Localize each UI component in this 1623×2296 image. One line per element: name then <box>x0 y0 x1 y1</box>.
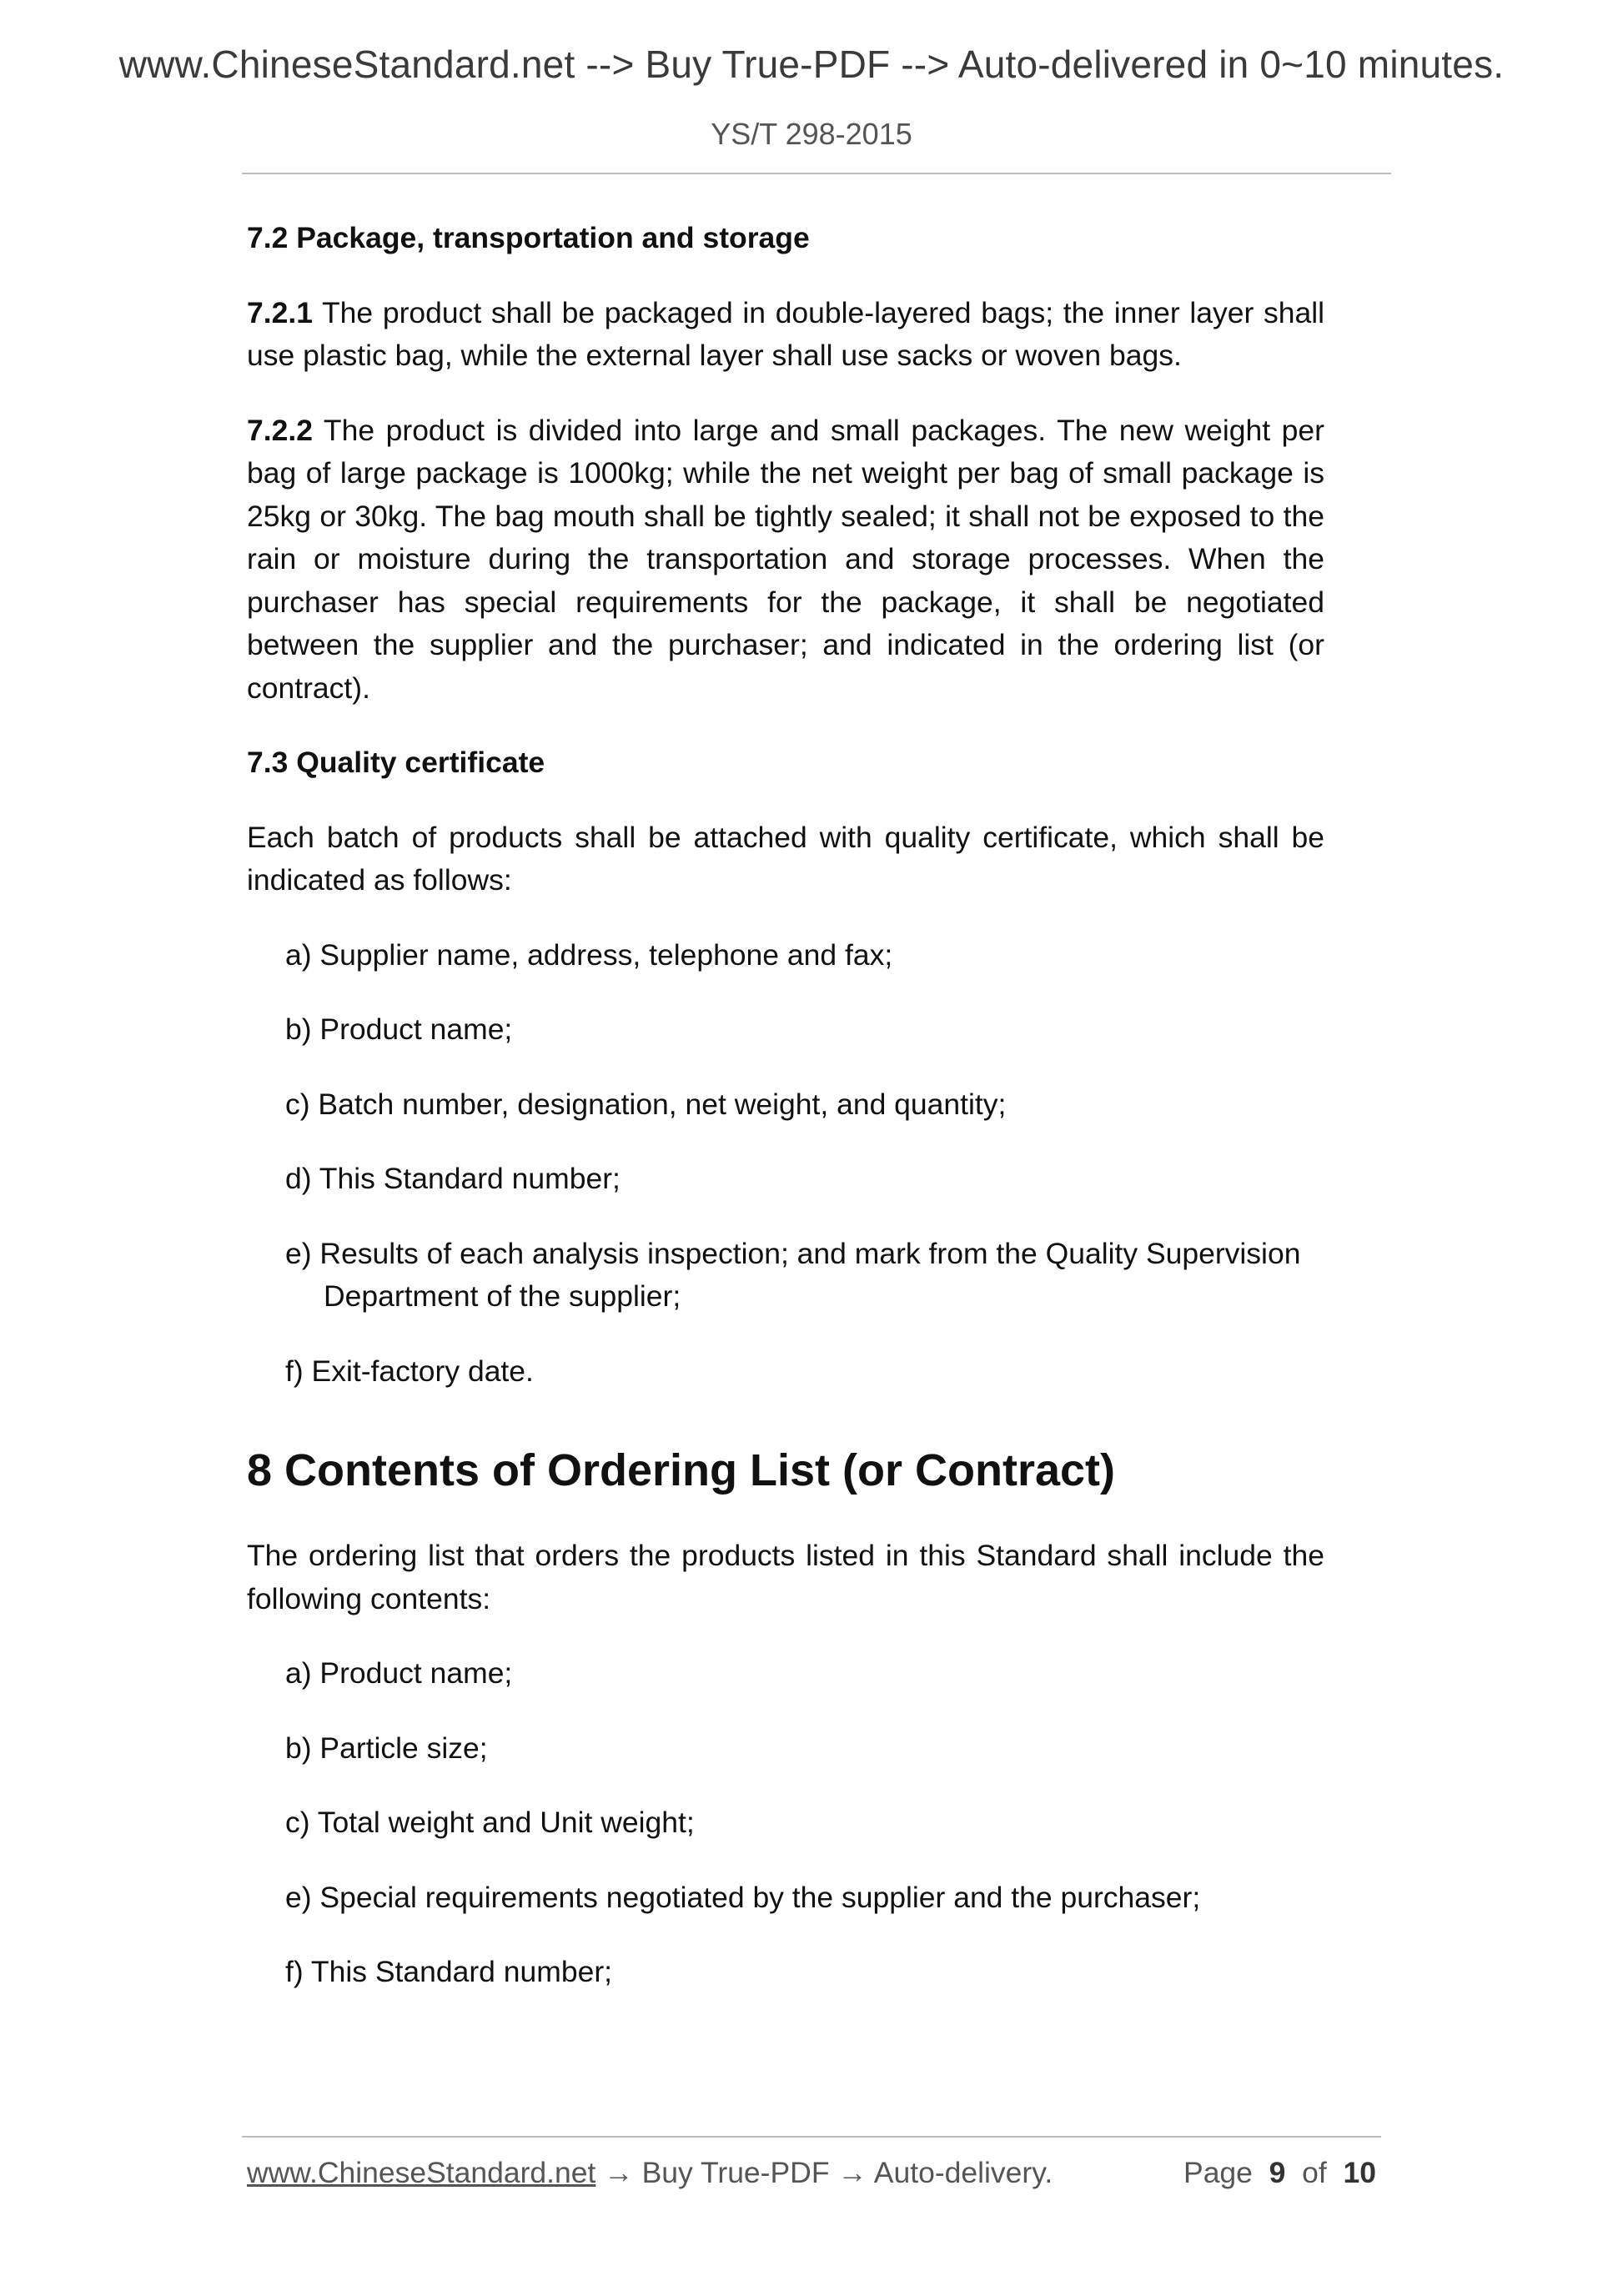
arrow-right-icon: → <box>837 2156 867 2189</box>
heading-7-2: 7.2 Package, transportation and storage <box>247 221 810 254</box>
footer-site-link[interactable]: www.ChineseStandard.net <box>247 2156 596 2189</box>
footer-promo <box>247 2156 1053 2190</box>
clause-number: 7.2.1 <box>247 295 313 329</box>
list-item: b) Product name; <box>285 1012 513 1046</box>
paragraph-7-2-2 <box>247 409 1324 711</box>
page-current: 9 <box>1269 2156 1286 2189</box>
header-banner: www.ChineseStandard.net --> Buy True-PDF --> Auto-delivered in 0~10 minutes. <box>118 43 1505 86</box>
heading-7-3: 7.3 Quality certificate <box>247 746 545 779</box>
list-item: a) Supplier name, address, telephone and fax; <box>285 937 893 972</box>
footer-buy-text: Buy True-PDF <box>641 2156 830 2189</box>
clause-text: The product is divided into large and small packages. The new weight per bag of large package is 1000kg; while the net weight per bag of small package is 25kg or 30kg. The bag mouth shall be tightly sealed; it shall not be exposed to the rain or moisture during the transportation and storage processes. When the purchaser has special requirements for the package, it shall be negotiated between the supplier and the purchaser; and indicated in the ordering list (or contract). <box>247 413 1324 705</box>
page-total: 10 <box>1343 2156 1376 2189</box>
footer-delivery-text: Auto-delivery. <box>873 2156 1053 2189</box>
heading-8: 8 Contents of Ordering List (or Contract) <box>247 1445 1116 1495</box>
paragraph-7-3-intro: Each batch of products shall be attached with quality certificate, which shall be indicated as follows: <box>247 820 1324 897</box>
list-item: d) This Standard number; <box>285 1162 621 1195</box>
list-item: e) Results of each analysis inspection; and mark from the Quality Supervision Department of the supplier; <box>285 1236 1301 1313</box>
list-item: f) This Standard number; <box>285 1955 613 1988</box>
page-number <box>1183 2156 1376 2190</box>
paragraph-8-intro: The ordering list that orders the products listed in this Standard shall include the following contents: <box>247 1539 1324 1615</box>
list-item: c) Batch number, designation, net weight, and quantity; <box>285 1087 1007 1121</box>
paragraph-7-2-1 <box>247 292 1324 378</box>
standard-code: YS/T 298-2015 <box>711 117 912 151</box>
arrow-right-icon: → <box>604 2156 634 2189</box>
list-item: b) Particle size; <box>285 1731 488 1765</box>
header-divider <box>242 173 1391 174</box>
page-of: of <box>1302 2156 1327 2189</box>
list-item: a) Product name; <box>285 1656 513 1690</box>
footer-divider <box>242 2136 1381 2138</box>
document-body <box>247 217 1324 2026</box>
page-label: Page <box>1183 2156 1253 2189</box>
clause-number: 7.2.2 <box>247 413 313 447</box>
list-item: e) Special requirements negotiated by the supplier and the purchaser; <box>285 1880 1201 1914</box>
list-item: c) Total weight and Unit weight; <box>285 1806 695 1839</box>
clause-text: The product shall be packaged in double-layered bags; the inner layer shall use plastic bag, while the external layer shall use sacks or woven bags. <box>247 295 1324 372</box>
list-item: f) Exit-factory date. <box>285 1354 534 1388</box>
